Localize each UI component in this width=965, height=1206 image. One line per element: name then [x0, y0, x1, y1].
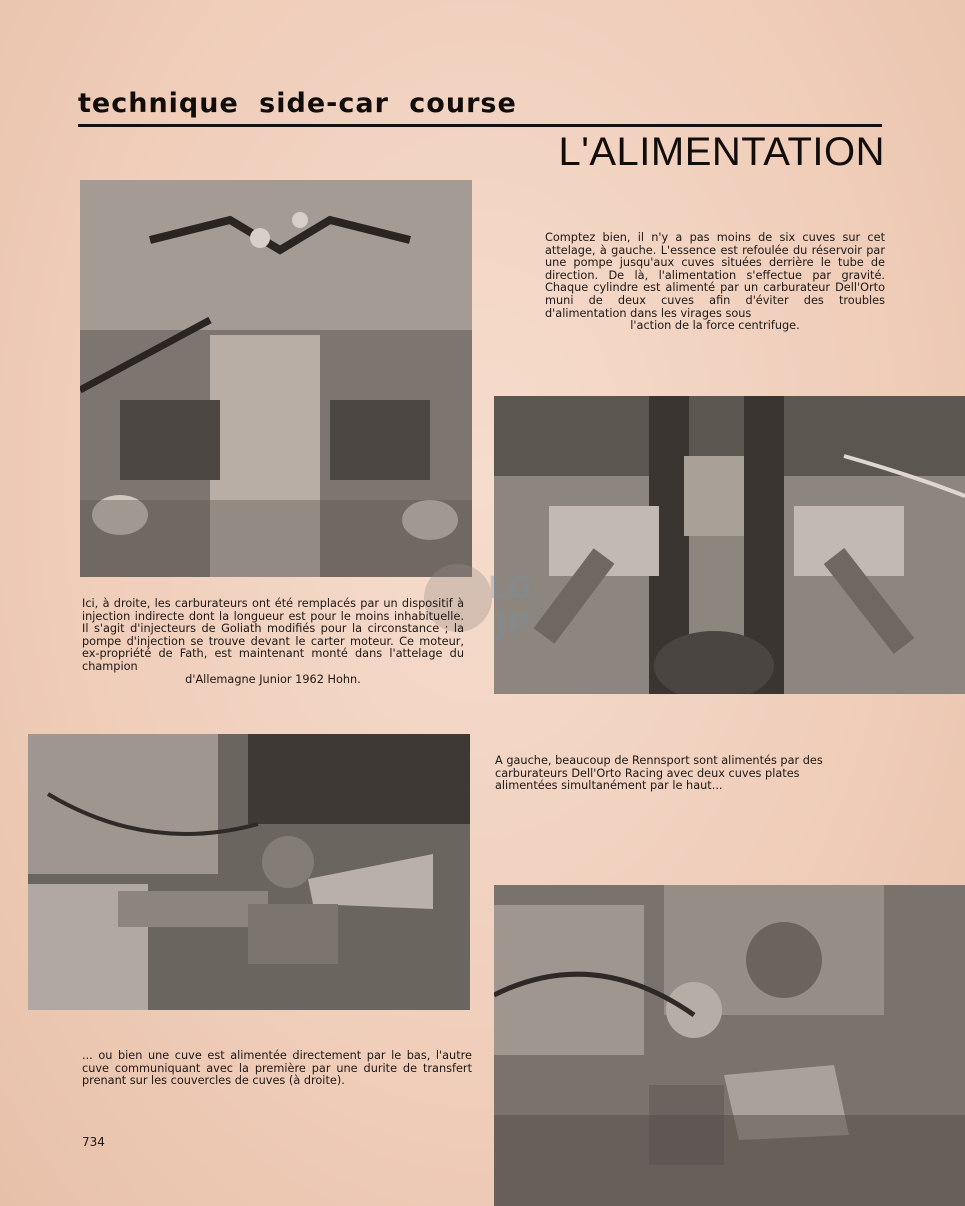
header-rule	[78, 124, 882, 127]
photo-carburettor-side	[28, 734, 470, 1010]
photo-injection-engine-illustration	[494, 396, 965, 694]
caption-rennsport	[495, 755, 835, 793]
svg-text:JP: JP	[496, 607, 530, 642]
caption-cuve-bas-text: ... ou bien une cuve est alimentée directement par le bas, l'autre cuve communiquant avec la première par une durite de transfert prenant sur les couvercles de cuves (à droite).	[82, 1049, 472, 1088]
caption-six-cuves-last-line: l'action de la force centrifuge.	[630, 319, 800, 333]
photo-carburettor-bottom	[494, 885, 965, 1206]
photo-injection-engine	[494, 396, 965, 694]
section-title: L'ALIMENTATION	[558, 130, 885, 174]
rubric-heading: technique side-car course	[78, 88, 517, 119]
photo-front-engine-illustration	[80, 180, 472, 577]
caption-injection-last-line: d'Allemagne Junior 1962 Hohn.	[185, 672, 361, 686]
photo-front-engine	[80, 180, 472, 577]
caption-cuve-bas	[82, 1050, 472, 1088]
photo-carburettor-side-illustration	[28, 734, 470, 1010]
svg-text:LG: LG	[488, 571, 532, 606]
photo-carburettor-bottom-illustration	[494, 885, 965, 1206]
caption-injection-text: Ici, à droite, les carburateurs ont été remplacés par un dispositif à injection indirecte dont la longueur est pour le moins inhabituelle. Il s'agit d'injecteurs de Goliath modifiés pour la circonstance ; la pompe d'injection se trouve devant le carter moteur. Ce moteur, ex-propriété de Fath, est maintenant monté dans l'attelage du champion	[82, 597, 464, 673]
caption-six-cuves	[545, 232, 885, 333]
caption-rennsport-text: A gauche, beaucoup de Rennsport sont alimentés par des carburateurs Dell'Orto Racing avec deux cuves plates alimentées simultanément par le haut...	[495, 754, 823, 793]
page-number: 734	[82, 1135, 105, 1149]
caption-injection	[82, 598, 464, 686]
caption-six-cuves-text: Comptez bien, il n'y a pas moins de six cuves sur cet attelage, à gauche. L'essence est refoulée du réservoir par une pompe jusqu'aux cuves situées derrière le tube de direction. De là, l'alimentation s'effectue par gravité. Chaque cylindre est alimenté par un carburateur Dell'Orto muni de deux cuves afin d'éviter des troubles d'alimentation dans les virages sous	[545, 231, 885, 320]
